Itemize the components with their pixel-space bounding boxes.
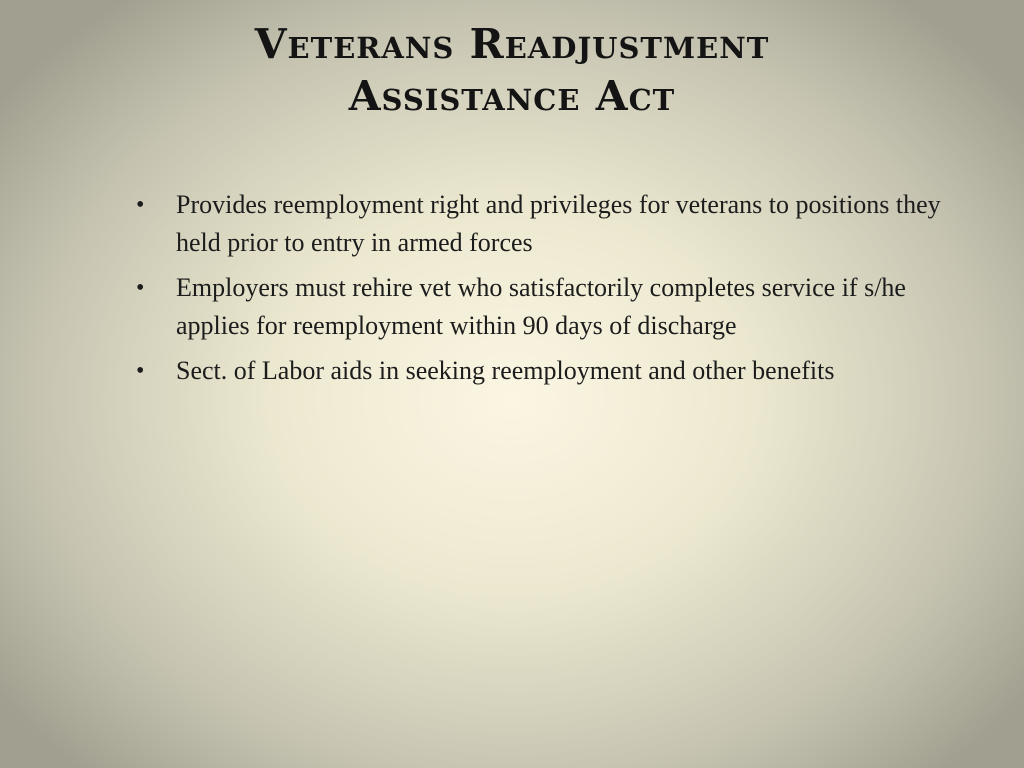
bullet-icon: • [136,358,145,384]
bullet-item [136,352,956,390]
bullet-icon: • [136,192,145,218]
bullet-list [136,186,956,397]
bullet-text: Provides reemployment right and privileges for veterans to positions they held prior to entry in armed forces [176,190,941,257]
slide-title-line-1: Veterans Readjustment [254,20,770,68]
bullet-item [136,269,956,345]
bullet-icon: • [136,275,145,301]
bullet-text: Sect. of Labor aids in seeking reemployment and other benefits [176,356,835,385]
bullet-text: Employers must rehire vet who satisfactorily completes service if s/he applies for reemployment within 90 days of discharge [176,273,906,340]
slide-title [0,18,1024,122]
slide-title-line-2: Assistance Act [348,72,676,120]
bullet-item [136,186,956,262]
